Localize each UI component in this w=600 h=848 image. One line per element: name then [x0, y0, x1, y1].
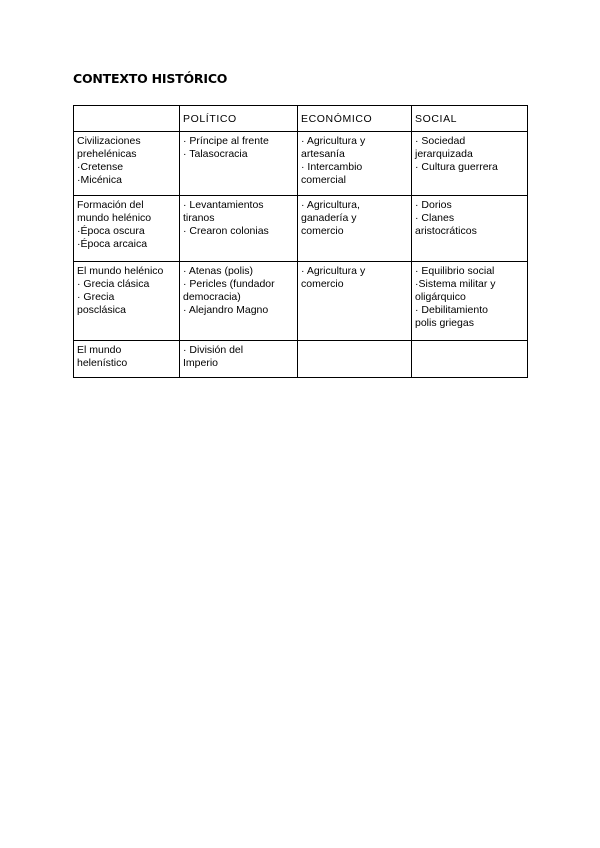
- cell-line: · Debilitamiento: [415, 304, 488, 316]
- cell-line: · Agricultura y: [301, 135, 366, 147]
- politico-cell: [180, 341, 298, 378]
- politico-cell: [180, 262, 298, 341]
- cell-line: · División del: [183, 344, 244, 356]
- cell-line: ·Época arcaica: [77, 238, 148, 250]
- cell-line: · Levantamientos: [183, 199, 264, 211]
- cell-line: aristocráticos: [415, 225, 477, 237]
- cell-line: jerarquizada: [415, 148, 473, 160]
- cell-line: oligárquico: [415, 291, 466, 303]
- cell-line: helenístico: [77, 357, 128, 369]
- politico-cell: [180, 196, 298, 262]
- cell-line: ·Cretense: [77, 161, 124, 173]
- cell-line: El mundo: [77, 344, 122, 356]
- economico-cell: [298, 132, 412, 196]
- cell-line: · Talasocracia: [183, 148, 248, 160]
- social-cell: [412, 341, 528, 378]
- cell-line: · Atenas (polis): [183, 265, 254, 277]
- table-row: [74, 262, 528, 341]
- cell-line: polis griegas: [415, 317, 474, 329]
- cell-line: · Intercambio: [301, 161, 363, 173]
- cell-line: comercio: [301, 225, 344, 237]
- cell-line: · Agricultura y: [301, 265, 366, 277]
- period-cell: [74, 341, 180, 378]
- cell-line: El mundo helénico: [77, 265, 164, 277]
- cell-line: ·Época oscura: [77, 225, 145, 237]
- cell-line: tiranos: [183, 212, 215, 224]
- social-cell: [412, 262, 528, 341]
- cell-line: · Clanes: [415, 212, 455, 224]
- social-cell: [412, 196, 528, 262]
- politico-cell: [180, 132, 298, 196]
- cell-line: mundo helénico: [77, 212, 152, 224]
- table-row: [74, 196, 528, 262]
- cell-line: Formación del: [77, 199, 144, 211]
- cell-line: Civilizaciones: [77, 135, 141, 147]
- table-header-row: [74, 106, 528, 132]
- cell-line: artesanía: [301, 148, 345, 160]
- header-social: SOCIAL: [412, 106, 528, 132]
- cell-line: · Grecia: [77, 291, 115, 303]
- cell-line: comercio: [301, 278, 344, 290]
- period-cell: [74, 132, 180, 196]
- cell-line: ganadería y: [301, 212, 357, 224]
- cell-line: · Pericles (fundador: [183, 278, 275, 290]
- social-cell: [412, 132, 528, 196]
- economico-cell: [298, 196, 412, 262]
- historical-context-table: [73, 105, 528, 378]
- cell-line: democracia): [183, 291, 241, 303]
- cell-line: · Agricultura,: [301, 199, 360, 211]
- cell-line: · Dorios: [415, 199, 452, 211]
- cell-line: ·Micénica: [77, 174, 122, 186]
- header-economico: ECONÓMICO: [298, 106, 412, 132]
- economico-cell: [298, 262, 412, 341]
- cell-line: comercial: [301, 174, 346, 186]
- cell-line: · Grecia clásica: [77, 278, 150, 290]
- cell-line: Imperio: [183, 357, 219, 369]
- cell-line: · Cultura guerrera: [415, 161, 498, 173]
- cell-line: posclásica: [77, 304, 127, 316]
- economico-cell: [298, 341, 412, 378]
- cell-line: · Príncipe al frente: [183, 135, 269, 147]
- table-row: [74, 341, 528, 378]
- cell-line: ·Sistema militar y: [415, 278, 496, 290]
- cell-line: prehelénicas: [77, 148, 137, 160]
- cell-line: · Crearon colonias: [183, 225, 269, 237]
- cell-line: · Alejandro Magno: [183, 304, 269, 316]
- header-politico: POLÍTICO: [180, 106, 298, 132]
- page-title: CONTEXTO HISTÓRICO: [73, 71, 228, 86]
- table-row: [74, 132, 528, 196]
- cell-line: · Sociedad: [415, 135, 466, 147]
- cell-line: · Equilibrio social: [415, 265, 495, 277]
- period-cell: [74, 196, 180, 262]
- period-cell: [74, 262, 180, 341]
- header-empty: [74, 106, 180, 132]
